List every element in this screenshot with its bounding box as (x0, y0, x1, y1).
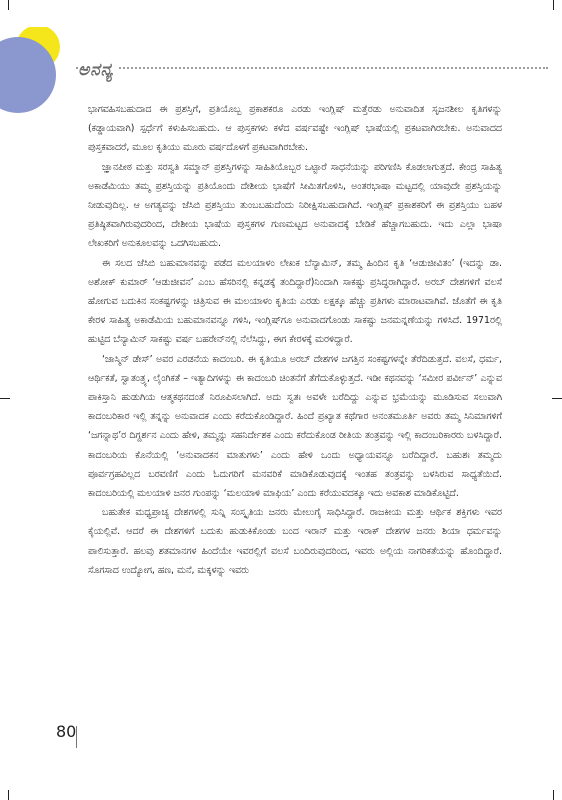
paragraph-1: ಭಾಗವಹಿಸಬಹುದಾದ ಈ ಪ್ರಶಸ್ತಿಗೆ, ಪ್ರತಿಯೊಬ್ಬ ಪ್ರಕಾಶಕರೂ ಎರಡು ಇಂಗ್ಲಿಷ್ ಮತ್ತೆರಡು ಅನುವಾದಿತ ಸೃಜನಶೀಲ ಕೃತಿಗಳನ್ನು (ಕಡ್ಡಾಯವಾಗಿ) ಸ್ಪರ್ಧೆಗೆ ಕಳುಹಿಸಬಹುದು. ಆ ಪುಸ್ತಕಗಳು ಕಳೆದ ವರ್ಷವಷ್ಟೇ ಇಂಗ್ಲಿಷ್ ಭಾಷೆಯಲ್ಲಿ ಪ್ರಕಟವಾಗಿರಬೇಕು. ಅನುವಾದದ ಪುಸ್ತಕವಾದರೆ, ಮೂಲ ಕೃತಿಯು ಮೂರು ವರ್ಷದೊಳಗೆ ಪ್ರಕಟವಾಗಿರಬೇಕು. (88, 104, 502, 154)
crop-mark-bottom-left (8, 790, 9, 800)
crop-mark-mid-right (552, 398, 562, 399)
paragraph-3: ಈ ಸಲದ ಜೆಸಿಬಿ ಬಹುಮಾನವನ್ನು ಪಡೆದ ಮಲಯಾಳಂ ಲೇಖಕ ಬೆನ್ಯಾಮಿನ್, ತಮ್ಮ ಹಿಂದಿನ ಕೃತಿ ‘ಆಡುಜೀವಿತಂ’ (ಇದನ್ನು ಡಾ. ಅಶೋಕ್ ಕುಮಾರ್ ‘ಆಡುಜೀವನ’ ಎಂಬ ಹೆಸರಿನಲ್ಲಿ ಕನ್ನಡಕ್ಕೆ ತಂದಿದ್ದಾರೆ)ನಿಂದಾಗಿ ಸಾಕಷ್ಟು ಪ್ರಸಿದ್ಧರಾಗಿದ್ದಾರೆ. ಅರಬ್ ದೇಶಗಳಿಗೆ ವಲಸೆ ಹೋಗುವ ಬದುಕಿನ ಸಂಕಷ್ಟಗಳನ್ನು ಚಿತ್ರಿಸುವ ಈ ಮಲಯಾಳಂ ಕೃತಿಯ ಎರಡು ಲಕ್ಷಕ್ಕೂ ಹೆಚ್ಚು ಪ್ರತಿಗಳು ಮಾರಾಟವಾಗಿವೆ. ಜೊತೆಗೆ ಈ ಕೃತಿ ಕೇರಳ ಸಾಹಿತ್ಯ ಅಕಾಡೆಮಿಯ ಬಹುಮಾನವನ್ನೂ ಗಳಿಸಿ, ಇಂಗ್ಲಿಷ್‌ಗೂ ಅನುವಾದಗೊಂಡು ಸಾಕಷ್ಟು ಜನಮನ್ನಣೆಯನ್ನು ಗಳಿಸಿದೆ. 1971ರಲ್ಲಿ ಹುಟ್ಟಿದ ಬೆನ್ಯಾಮಿನ್ ಸಾಕಷ್ಟು ವರ್ಷ ಬಹರೇನ್‌ನಲ್ಲಿ ನೆಲೆಸಿದ್ದು, ಈಗ ಕೇರಳಕ್ಕೆ ಮರಳಿದ್ದಾರೆ. (88, 257, 502, 346)
paragraph-5: ಬಹುತೇಕ ಮಧ್ಯಪ್ರಾಚ್ಯ ದೇಶಗಳಲ್ಲಿ ಸುನ್ನಿ ಸಂಸ್ಕೃತಿಯ ಜನರು ಮೇಲುಗೈ ಸಾಧಿಸಿದ್ದಾರೆ. ರಾಜಕೀಯ ಮತ್ತು ಆರ್ಥಿಕ ಶಕ್ತಿಗಳು ಇವರ ಕೈಯಲ್ಲಿವೆ. ಆದರೆ ಈ ದೇಶಗಳಿಗೆ ಬದುಕು ಹುಡುಕಿಕೊಂಡು ಬಂದ ಇರಾನ್ ಮತ್ತು ಇರಾಕ್ ದೇಶಗಳ ಜನರು ಶಿಯಾ ಧರ್ಮವನ್ನು ಪಾಲಿಸುತ್ತಾರೆ. ಹಲವು ಶತಮಾನಗಳ ಹಿಂದೆಯೇ ಇವರಲ್ಲಿಗೆ ವಲಸೆ ಬಂದಿರುವುದರಿಂದ, ಇವರು ಅಲ್ಲಿಯ ನಾಗರಿಕತೆಯನ್ನು ಹೊಂದಿದ್ದಾರೆ. ಸೊಗಸಾದ ಉದ್ಯೋಗ, ಹಣ, ಮನೆ, ಮಕ್ಕಳನ್ನು ಇವರು (88, 507, 502, 576)
page-number-rule (76, 726, 89, 748)
running-header-title: ಅನನ್ಯ (78, 60, 119, 80)
body-text (88, 100, 502, 580)
crop-mark-mid-left (0, 398, 10, 399)
header-dotted-rule (76, 67, 548, 69)
paragraph-2: ಜ್ಞಾನಪೀಠ ಮತ್ತು ಸರಸ್ವತಿ ಸಮ್ಮಾನ್ ಪ್ರಶಸ್ತಿಗಳನ್ನು ಸಾಹಿತಿಯೊಬ್ಬರ ಒಟ್ಟಾರೆ ಸಾಧನೆಯನ್ನು ಪರಿಗಣಿಸಿ ಕೊಡಲಾಗುತ್ತದೆ. ಕೇಂದ್ರ ಸಾಹಿತ್ಯ ಅಕಾಡೆಮಿಯು ತಮ್ಮ ಪ್ರಶಸ್ತಿಯನ್ನು ಪ್ರತಿಯೊಂದು ದೇಶೀಯ ಭಾಷೆಗೆ ಸೀಮಿತಗೊಳಿಸಿ, ಅಂತರಭಾಷಾ ಮಟ್ಟದಲ್ಲಿ ಯಾವುದೇ ಪ್ರಶಸ್ತಿಯನ್ನು ನೀಡುವುದಿಲ್ಲ. ಆ ಅಗತ್ಯವನ್ನು ಜೆಸಿಬಿ ಪ್ರಶಸ್ತಿಯು ತುಂಬಬಹುದೆಂದು ನಿರೀಕ್ಷಿಸಬಹುದಾಗಿದೆ. ಇಂಗ್ಲಿಷ್ ಪ್ರಕಾಶಕರಿಗೆ ಈ ಪ್ರಶಸ್ತಿಯು ಬಹಳ ಪ್ರತಿಷ್ಠಿತವಾಗಿರುವುದರಿಂದ, ದೇಶೀಯ ಭಾಷೆಯ ಪುಸ್ತಕಗಳ ಗುಣಮಟ್ಟದ ಅನುವಾದಕ್ಕೆ ಬೇಡಿಕೆ ಹೆಚ್ಚಾಗಬಹುದು. ಇದು ಎಲ್ಲಾ ಭಾಷಾ ಲೇಖಕರಿಗೆ ಅನುಕೂಲವನ್ನು ಒದಗಿಸಬಹುದು. (88, 161, 502, 250)
header-decoration-circles (0, 27, 80, 117)
paragraph-4: ‘ಜಾಸ್ಮಿನ್ ಡೇಸ್’ ಅವರ ಎರಡನೆಯ ಕಾದಂಬರಿ. ಈ ಕೃತಿಯೂ ಅರಬ್ ದೇಶಗಳ ಜಗತ್ತಿನ ಸಂಕಷ್ಟಗಳನ್ನೇ ತೆರೆದಿಡುತ್ತದೆ. ವಲಸೆ, ಧರ್ಮ, ಆರ್ಥಿಕತೆ, ಸ್ವಾತಂತ್ರ್ಯ, ಲೈಂಗಿಕತೆ – ಇತ್ಯಾದಿಗಳನ್ನು ಈ ಕಾದಂಬರಿ ಚಿಂತನೆಗೆ ತೆಗೆದುಕೊಳ್ಳುತ್ತದೆ. ಇಡೀ ಕಥನವನ್ನು ‘ಸಮೀರ ಪರ್ವೀನ್’ ಎನ್ನುವ ಪಾಕಿಸ್ತಾನಿ ಹುಡುಗಿಯ ಆತ್ಮಕಥನದಂತೆ ನಿರೂಪಿಸಲಾಗಿದೆ. ಅದು ಸ್ವತಃ ಅವಳೇ ಬರೆದಿದ್ದು ಎನ್ನುವ ಭ್ರಮೆಯನ್ನು ಮೂಡಿಸುವ ಸಲುವಾಗಿ ಕಾದಂಬರಿಕಾರ ಇಲ್ಲಿ ತನ್ನನ್ನು ಅನುವಾದಕ ಎಂದು ಕರೆದುಕೊಂಡಿದ್ದಾರೆ. ಹಿಂದೆ ಪ್ರಖ್ಯಾತ ಕಥೆಗಾರ ಅನಂತಮೂರ್ತಿ ಅವರು ತಮ್ಮ ಸಿನಿಮಾಗಳಿಗೆ ‘ಜಗನ್ನಾಥ’ರ ದಿಗ್ದರ್ಶನ ಎಂದು ಹೇಳಿ, ತಮ್ಮನ್ನು ಸಹನಿರ್ದೇಶಕ ಎಂದು ಕರೆದುಕೊಂಡ ರೀತಿಯ ತಂತ್ರವನ್ನು ಇಲ್ಲಿ ಕಾದಂಬರಿಕಾರರು ಬಳಸಿದ್ದಾರೆ. ಕಾದಂಬರಿಯ ಕೊನೆಯಲ್ಲಿ ‘ಅನುವಾದಕನ ಮಾತುಗಳು’ ಎಂದು ಹೇಳಿ ಒಂದು ಅಧ್ಯಾಯವನ್ನೂ ಬರೆದಿದ್ದಾರೆ. ಬಹುಶಃ ತಮ್ಮದು ಪೂರ್ವಗ್ರಹವಿಲ್ಲದ ಬರವಣಿಗೆ ಎಂದು ಓದುಗರಿಗೆ ಮನವರಿಕೆ ಮಾಡಿಕೊಡುವುದಕ್ಕೆ ಇಂತಹ ತಂತ್ರವನ್ನು ಬಳಸಿರುವ ಸಾಧ್ಯತೆಯಿದೆ. ಕಾದಂಬರಿಯಲ್ಲಿ ಮಲಯಾಳಿ ಜನರ ಗುಂಪನ್ನು ‘ಮಲಯಾಳಿ ಮಾಫಿಯ’ ಎಂದು ಕರೆಯುವದಕ್ಕೂ ಇದು ಅವಕಾಶ ಮಾಡಿಕೊಟ್ಟಿದೆ. (88, 353, 502, 500)
crop-mark-top-left (8, 0, 9, 10)
page-number: 80 (56, 722, 77, 741)
crop-mark-bottom-right (553, 790, 554, 800)
crop-mark-top-right (553, 0, 554, 10)
